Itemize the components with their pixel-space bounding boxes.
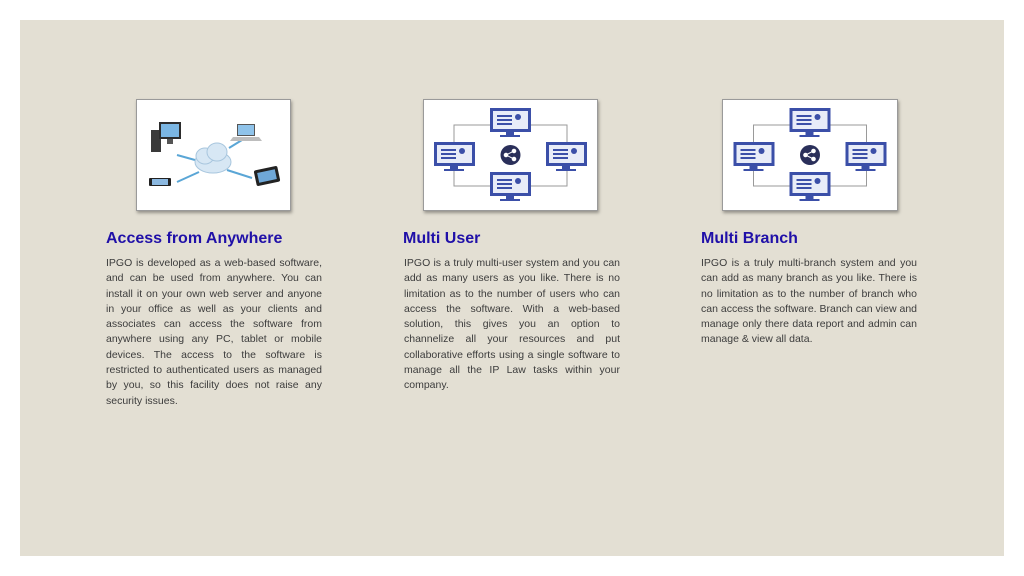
network-share-icon	[723, 100, 897, 210]
access-anywhere-image	[136, 99, 291, 211]
cloud-devices-icon	[137, 100, 290, 210]
multi-branch-image	[722, 99, 898, 211]
slide	[20, 20, 1004, 556]
access-anywhere-description: IPGO is developed as a web-based software, and can be used from anywhere. You can install it on your own web server and anyone in your office as well as your clients and associates can access the software from anywhere using any PC, tablet or mobile devices. The access to the software is restricted to authenticated users as managed by you, so this facility does not raise any security issues.	[106, 257, 322, 407]
multi-user-title: Multi User	[403, 230, 481, 247]
multi-branch-description: IPGO is a truly multi-branch system and you can add as many branch as you like. There is no limitation as to the number of branch who can access the software. Branch can view and manage only there data report and admin can manage & view all data.	[701, 257, 917, 346]
multi-user-image	[423, 99, 598, 211]
network-share-icon	[424, 100, 597, 210]
access-anywhere-title: Access from Anywhere	[106, 230, 283, 247]
multi-user-description: IPGO is a truly multi-user system and you can add as many users as you like. There is no limitation as to the number of users who can access the software. With a web-based solution, this gives you an option to channelize all your resources and put collaborative efforts using a single software to manage all the IP Law tasks within your company.	[404, 257, 620, 392]
multi-branch-title: Multi Branch	[701, 230, 798, 247]
